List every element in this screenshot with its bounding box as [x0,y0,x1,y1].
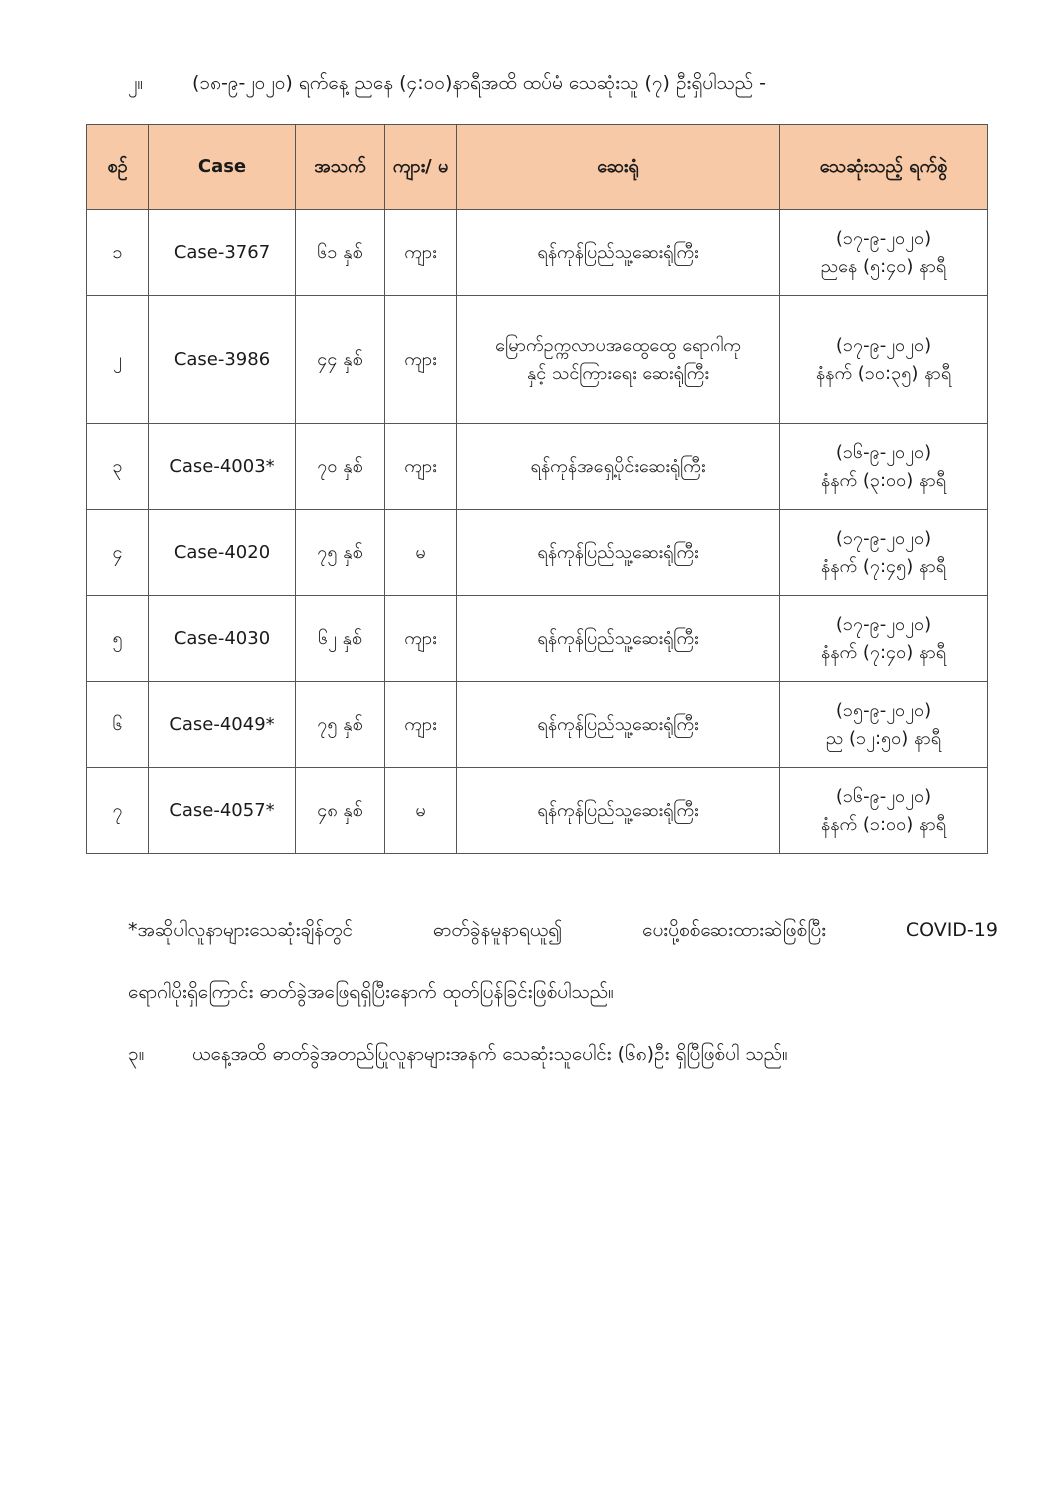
cell-hospital: ရန်ကုန်ပြည်သူ့ဆေးရုံကြီး [457,768,780,854]
col-header-date: သေဆုံးသည့် ရက်စွဲ [780,125,988,210]
section-2-heading [128,66,1028,100]
cell-case: Case-4003* [149,424,296,510]
cell-sex: မ [385,510,457,596]
cell-date-time: နံနက် (၇:၄၀) နာရီ [820,641,947,663]
cell-case: Case-4049* [149,682,296,768]
cell-date-day: (၁၇-၉-၂၀၂၀) [835,227,932,249]
cell-date [780,424,988,510]
cell-age: ၄၈ နှစ် [296,768,385,854]
cell-date [780,682,988,768]
table-row [87,296,988,424]
cell-date-day: (၁၆-၉-၂၀၂၀) [835,441,932,463]
table-row [87,510,988,596]
cell-hospital: ရန်ကုန်ပြည်သူ့ဆေးရုံကြီး [457,510,780,596]
cell-age: ၇၅ နှစ် [296,510,385,596]
cell-serial: ၃ [87,424,149,510]
table-header-row [87,125,988,210]
footnote-line-1 [128,910,998,950]
cell-date [780,596,988,682]
cell-date-time: နံနက် (၁:၀၀) နာရီ [820,813,947,835]
footnote [128,910,998,1012]
table-row [87,768,988,854]
table-row [87,682,988,768]
cell-sex: ကျား [385,210,457,296]
cell-sex: ကျား [385,296,457,424]
cell-date [780,296,988,424]
cell-hospital: ရန်ကုန်ပြည်သူ့ဆေးရုံကြီး [457,682,780,768]
cell-age: ၆၂ နှစ် [296,596,385,682]
table-row [87,424,988,510]
cell-hospital: ရန်ကုန်အရှေ့ပိုင်းဆေးရုံကြီး [457,424,780,510]
cell-date-time: နံနက် (၇:၄၅) နာရီ [820,555,947,577]
cell-date [780,510,988,596]
cell-case: Case-4030 [149,596,296,682]
cell-date-time: ညနေ (၅:၄၀) နာရီ [820,255,947,277]
cell-age: ၇၅ နှစ် [296,682,385,768]
cell-case: Case-4057* [149,768,296,854]
cell-sex: ကျား [385,596,457,682]
footnote-word: ပေးပို့စစ်ဆေးထားဆဲဖြစ်ပြီး [642,919,827,941]
cell-sex: ကျား [385,682,457,768]
cell-date-day: (၁၇-၉-၂၀၂၀) [835,613,932,635]
cell-case: Case-3986 [149,296,296,424]
cell-serial: ၂ [87,296,149,424]
cell-sex: ကျား [385,424,457,510]
footnote-word: *အဆိုပါလူနာများသေဆုံးချိန်တွင် [128,919,354,941]
col-header-age: အသက် [296,125,385,210]
footnote-word: COVID-19 [905,919,998,941]
section-number: ၃။ [128,1043,145,1065]
section-3-text: ယနေ့အထိ ဓာတ်ခွဲအတည်ပြုလူနာများအနက် သေဆုံးသူပေါင်း (၆၈)ဦး ရှိပြီဖြစ်ပါ သည်။ [192,1043,788,1065]
cell-date [780,768,988,854]
col-header-case: Case [149,125,296,210]
cell-date-time: နံနက် (၃:၀၀) နာရီ [820,469,947,491]
table-row [87,596,988,682]
table-row [87,210,988,296]
cell-case: Case-3767 [149,210,296,296]
cell-date-day: (၁၅-၉-၂၀၂၀) [835,699,932,721]
footnote-line-2: ရောဂါပိုးရှိကြောင်း ဓာတ်ခွဲအဖြေရရှိပြီးနောက် ထုတ်ပြန်ခြင်းဖြစ်ပါသည်။ [128,981,614,1003]
cell-age: ၇၀ နှစ် [296,424,385,510]
cell-sex: မ [385,768,457,854]
section-number: ၂။ [128,72,144,94]
cell-serial: ၄ [87,510,149,596]
cell-serial: ၆ [87,682,149,768]
cell-hospital: မြောက်ဥက္ကလာပအထွေထွေ ရောဂါကုနှင့် သင်ကြားရေး ဆေးရုံကြီး [457,296,780,424]
cell-serial: ၇ [87,768,149,854]
section-3-paragraph [128,1034,1028,1074]
col-header-hospital: ဆေးရုံ [457,125,780,210]
cell-hospital: ရန်ကုန်ပြည်သူ့ဆေးရုံကြီး [457,596,780,682]
cell-date-time: နံနက် (၁၀:၃၅) နာရီ [815,362,952,384]
cell-age: ၆၁ နှစ် [296,210,385,296]
deaths-table [86,124,988,854]
cell-date [780,210,988,296]
cell-date-day: (၁၇-၉-၂၀၂၀) [835,527,932,549]
cell-date-day: (၁၆-၉-၂၀၂၀) [835,785,932,807]
cell-date-time: ည (၁၂:၅၀) နာရီ [825,727,942,749]
cell-serial: ၅ [87,596,149,682]
cell-date-day: (၁၇-၉-၂၀၂၀) [835,334,932,356]
cell-age: ၄၄ နှစ် [296,296,385,424]
col-header-sex: ကျား/ မ [385,125,457,210]
footnote-word: ဓာတ်ခွဲနမူနာရယူ၍ [432,919,563,941]
section-heading-text: (၁၈-၉-၂၀၂၀) ရက်နေ့ ညနေ (၄:၀၀)နာရီအထိ ထပ်မံ သေဆုံးသူ (၇) ဦးရှိပါသည် - [192,72,767,94]
col-header-serial: စဉ် [87,125,149,210]
cell-hospital: ရန်ကုန်ပြည်သူ့ဆေးရုံကြီး [457,210,780,296]
cell-serial: ၁ [87,210,149,296]
cell-case: Case-4020 [149,510,296,596]
